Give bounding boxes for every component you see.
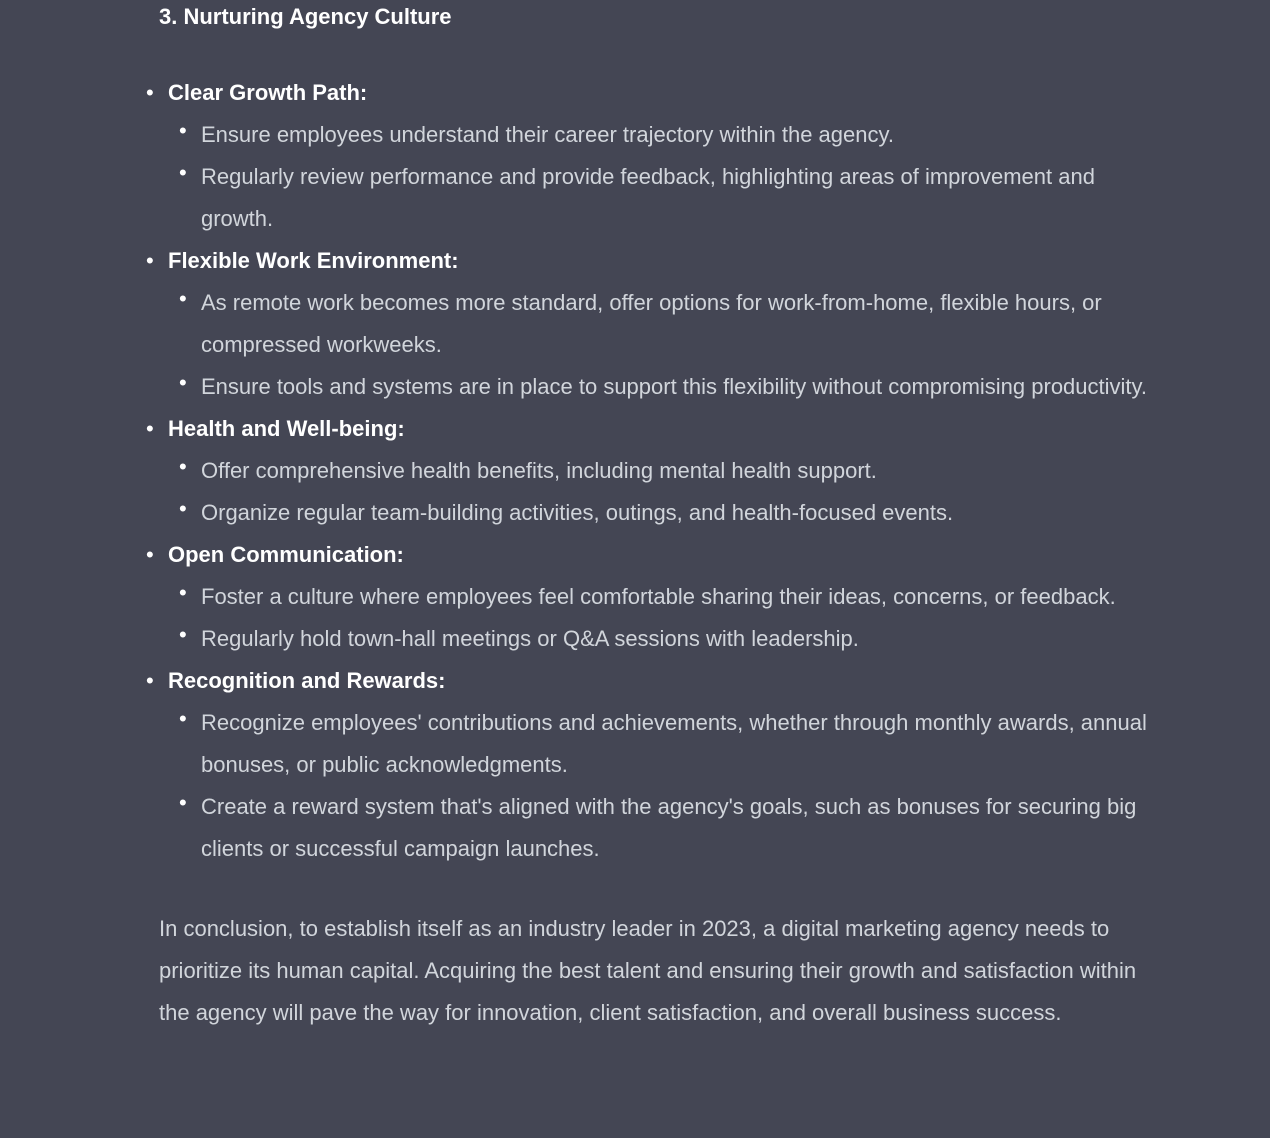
- sub-list-item: [168, 366, 1149, 408]
- sub-item-text: Offer comprehensive health benefits, including mental health support.: [201, 458, 877, 483]
- item-title: Flexible Work Environment:: [168, 248, 459, 273]
- list-item: [146, 660, 1149, 870]
- bullet-icon: •: [146, 416, 154, 441]
- sub-item-text: Recognize employees' contributions and achievements, whether through monthly awards, annual bonuses, or public acknowledgments.: [201, 710, 1147, 777]
- sub-list-item: [168, 702, 1149, 786]
- sub-list: [168, 576, 1149, 660]
- culture-list: [146, 72, 1149, 870]
- sub-list-item: [168, 576, 1149, 618]
- message-content: [146, 0, 1149, 1034]
- sub-list-item: [168, 156, 1149, 240]
- bullet-icon: •: [179, 706, 187, 731]
- sub-list-item: [168, 114, 1149, 156]
- bullet-icon: •: [179, 370, 187, 395]
- bullet-icon: •: [146, 80, 154, 105]
- list-item: [146, 240, 1149, 408]
- item-title: Open Communication:: [168, 542, 404, 567]
- sub-item-text: Regularly review performance and provide feedback, highlighting areas of improvement and growth.: [201, 164, 1095, 231]
- sub-item-text: Ensure employees understand their career trajectory within the agency.: [201, 122, 894, 147]
- item-title: Recognition and Rewards:: [168, 668, 446, 693]
- sub-item-text: As remote work becomes more standard, offer options for work-from-home, flexible hours, or compressed workweeks.: [201, 290, 1102, 357]
- sub-list-item: [168, 282, 1149, 366]
- bullet-icon: •: [146, 668, 154, 693]
- bullet-icon: •: [179, 286, 187, 311]
- sub-list-item: [168, 450, 1149, 492]
- sub-item-text: Create a reward system that's aligned with the agency's goals, such as bonuses for securing big clients or successful campaign launches.: [201, 794, 1137, 861]
- bullet-icon: •: [146, 542, 154, 567]
- sub-list: [168, 114, 1149, 240]
- bullet-icon: •: [179, 622, 187, 647]
- sub-list: [168, 282, 1149, 408]
- sub-item-text: Organize regular team-building activities, outings, and health-focused events.: [201, 500, 954, 525]
- sub-list: [168, 450, 1149, 534]
- conclusion-paragraph: In conclusion, to establish itself as an industry leader in 2023, a digital marketing agency needs to prioritize its human capital. Acquiring the best talent and ensuring their growth and satisfaction within the agency will pave the way for innovation, client satisfaction, and overall business success.: [159, 916, 1137, 1025]
- section-heading: 3. Nurturing Agency Culture: [159, 4, 452, 29]
- sub-list: [168, 702, 1149, 870]
- item-title: Clear Growth Path:: [168, 80, 368, 105]
- bullet-icon: •: [179, 496, 187, 521]
- bullet-icon: •: [179, 790, 187, 815]
- list-item: [146, 72, 1149, 240]
- bullet-icon: •: [179, 454, 187, 479]
- sub-list-item: [168, 492, 1149, 534]
- bullet-icon: •: [179, 118, 187, 143]
- item-title: Health and Well-being:: [168, 416, 405, 441]
- sub-item-text: Ensure tools and systems are in place to support this flexibility without compromising productivity.: [201, 374, 1148, 399]
- list-item: [146, 408, 1149, 534]
- bullet-icon: •: [179, 160, 187, 185]
- list-item: [146, 534, 1149, 660]
- bullet-icon: •: [179, 580, 187, 605]
- sub-list-item: [168, 786, 1149, 870]
- sub-item-text: Foster a culture where employees feel comfortable sharing their ideas, concerns, or feedback.: [201, 584, 1116, 609]
- sub-item-text: Regularly hold town-hall meetings or Q&A sessions with leadership.: [201, 626, 859, 651]
- sub-list-item: [168, 618, 1149, 660]
- bullet-icon: •: [146, 248, 154, 273]
